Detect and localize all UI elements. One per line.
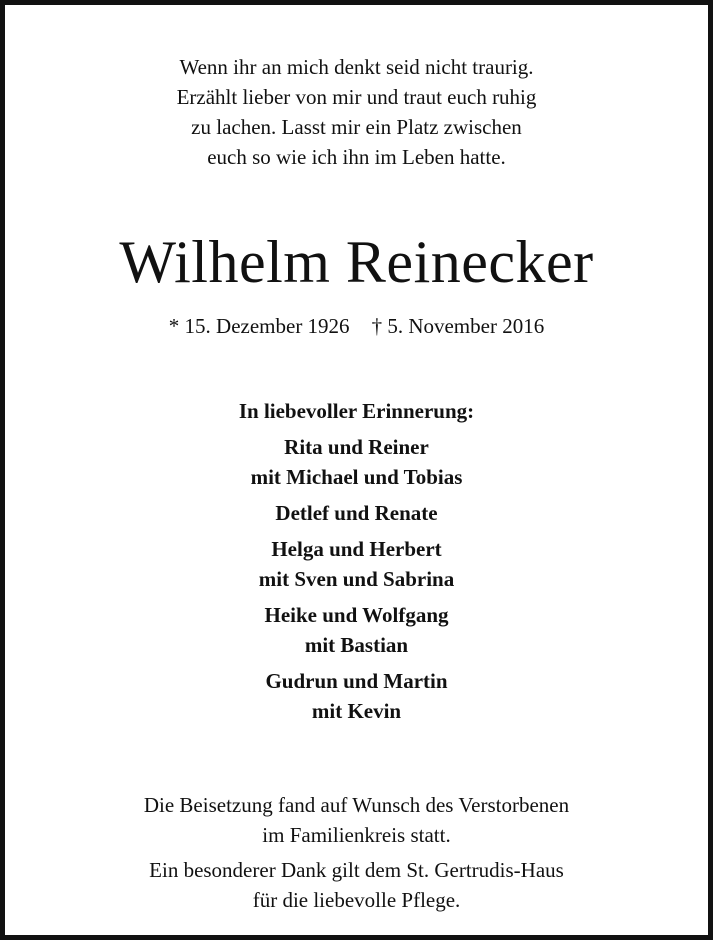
mourner-line: Detlef und Renate	[275, 501, 438, 525]
mourners	[0, 396, 713, 732]
mourner-line: mit Kevin	[311, 699, 402, 723]
mourner-group	[0, 432, 713, 492]
poem-line: Wenn ihr an mich denkt seid nicht traurig.	[179, 55, 534, 79]
mourner-line: Gudrun und Martin	[265, 669, 448, 693]
mourner-line: Helga und Herbert	[271, 537, 442, 561]
mourner-line: mit Michael und Tobias	[250, 465, 463, 489]
poem-line: euch so wie ich ihn im Leben hatte.	[207, 145, 506, 169]
birth-date: * 15. Dezember 1926	[168, 314, 350, 338]
poem-line: zu lachen. Lasst mir ein Platz zwischen	[191, 115, 522, 139]
deceased-name: Wilhelm Reinecker	[119, 229, 594, 295]
mourner-group	[0, 666, 713, 726]
death-date: † 5. November 2016	[371, 314, 545, 338]
life-dates	[0, 311, 713, 341]
mourners-intro: In liebevoller Erinnerung:	[238, 399, 475, 423]
mourner-line: mit Bastian	[304, 633, 409, 657]
footer-line: Ein besonderer Dank gilt dem St. Gertrudis-Haus	[149, 858, 564, 882]
poem-line: Erzählt lieber von mir und traut euch ruhig	[176, 85, 537, 109]
burial-note	[0, 790, 713, 850]
mourner-line: Heike und Wolfgang	[264, 603, 449, 627]
footer-notes	[0, 790, 713, 920]
footer-line: für die liebevolle Pflege.	[252, 888, 461, 912]
mourner-group	[0, 498, 713, 528]
mourner-group	[0, 534, 713, 594]
footer-line: im Familienkreis statt.	[262, 823, 451, 847]
footer-line: Die Beisetzung fand auf Wunsch des Verstorbenen	[143, 793, 570, 817]
mourner-line: Rita und Reiner	[284, 435, 429, 459]
poem	[0, 52, 713, 172]
mourner-group	[0, 600, 713, 660]
mourner-line: mit Sven und Sabrina	[258, 567, 455, 591]
thanks-note	[0, 855, 713, 915]
